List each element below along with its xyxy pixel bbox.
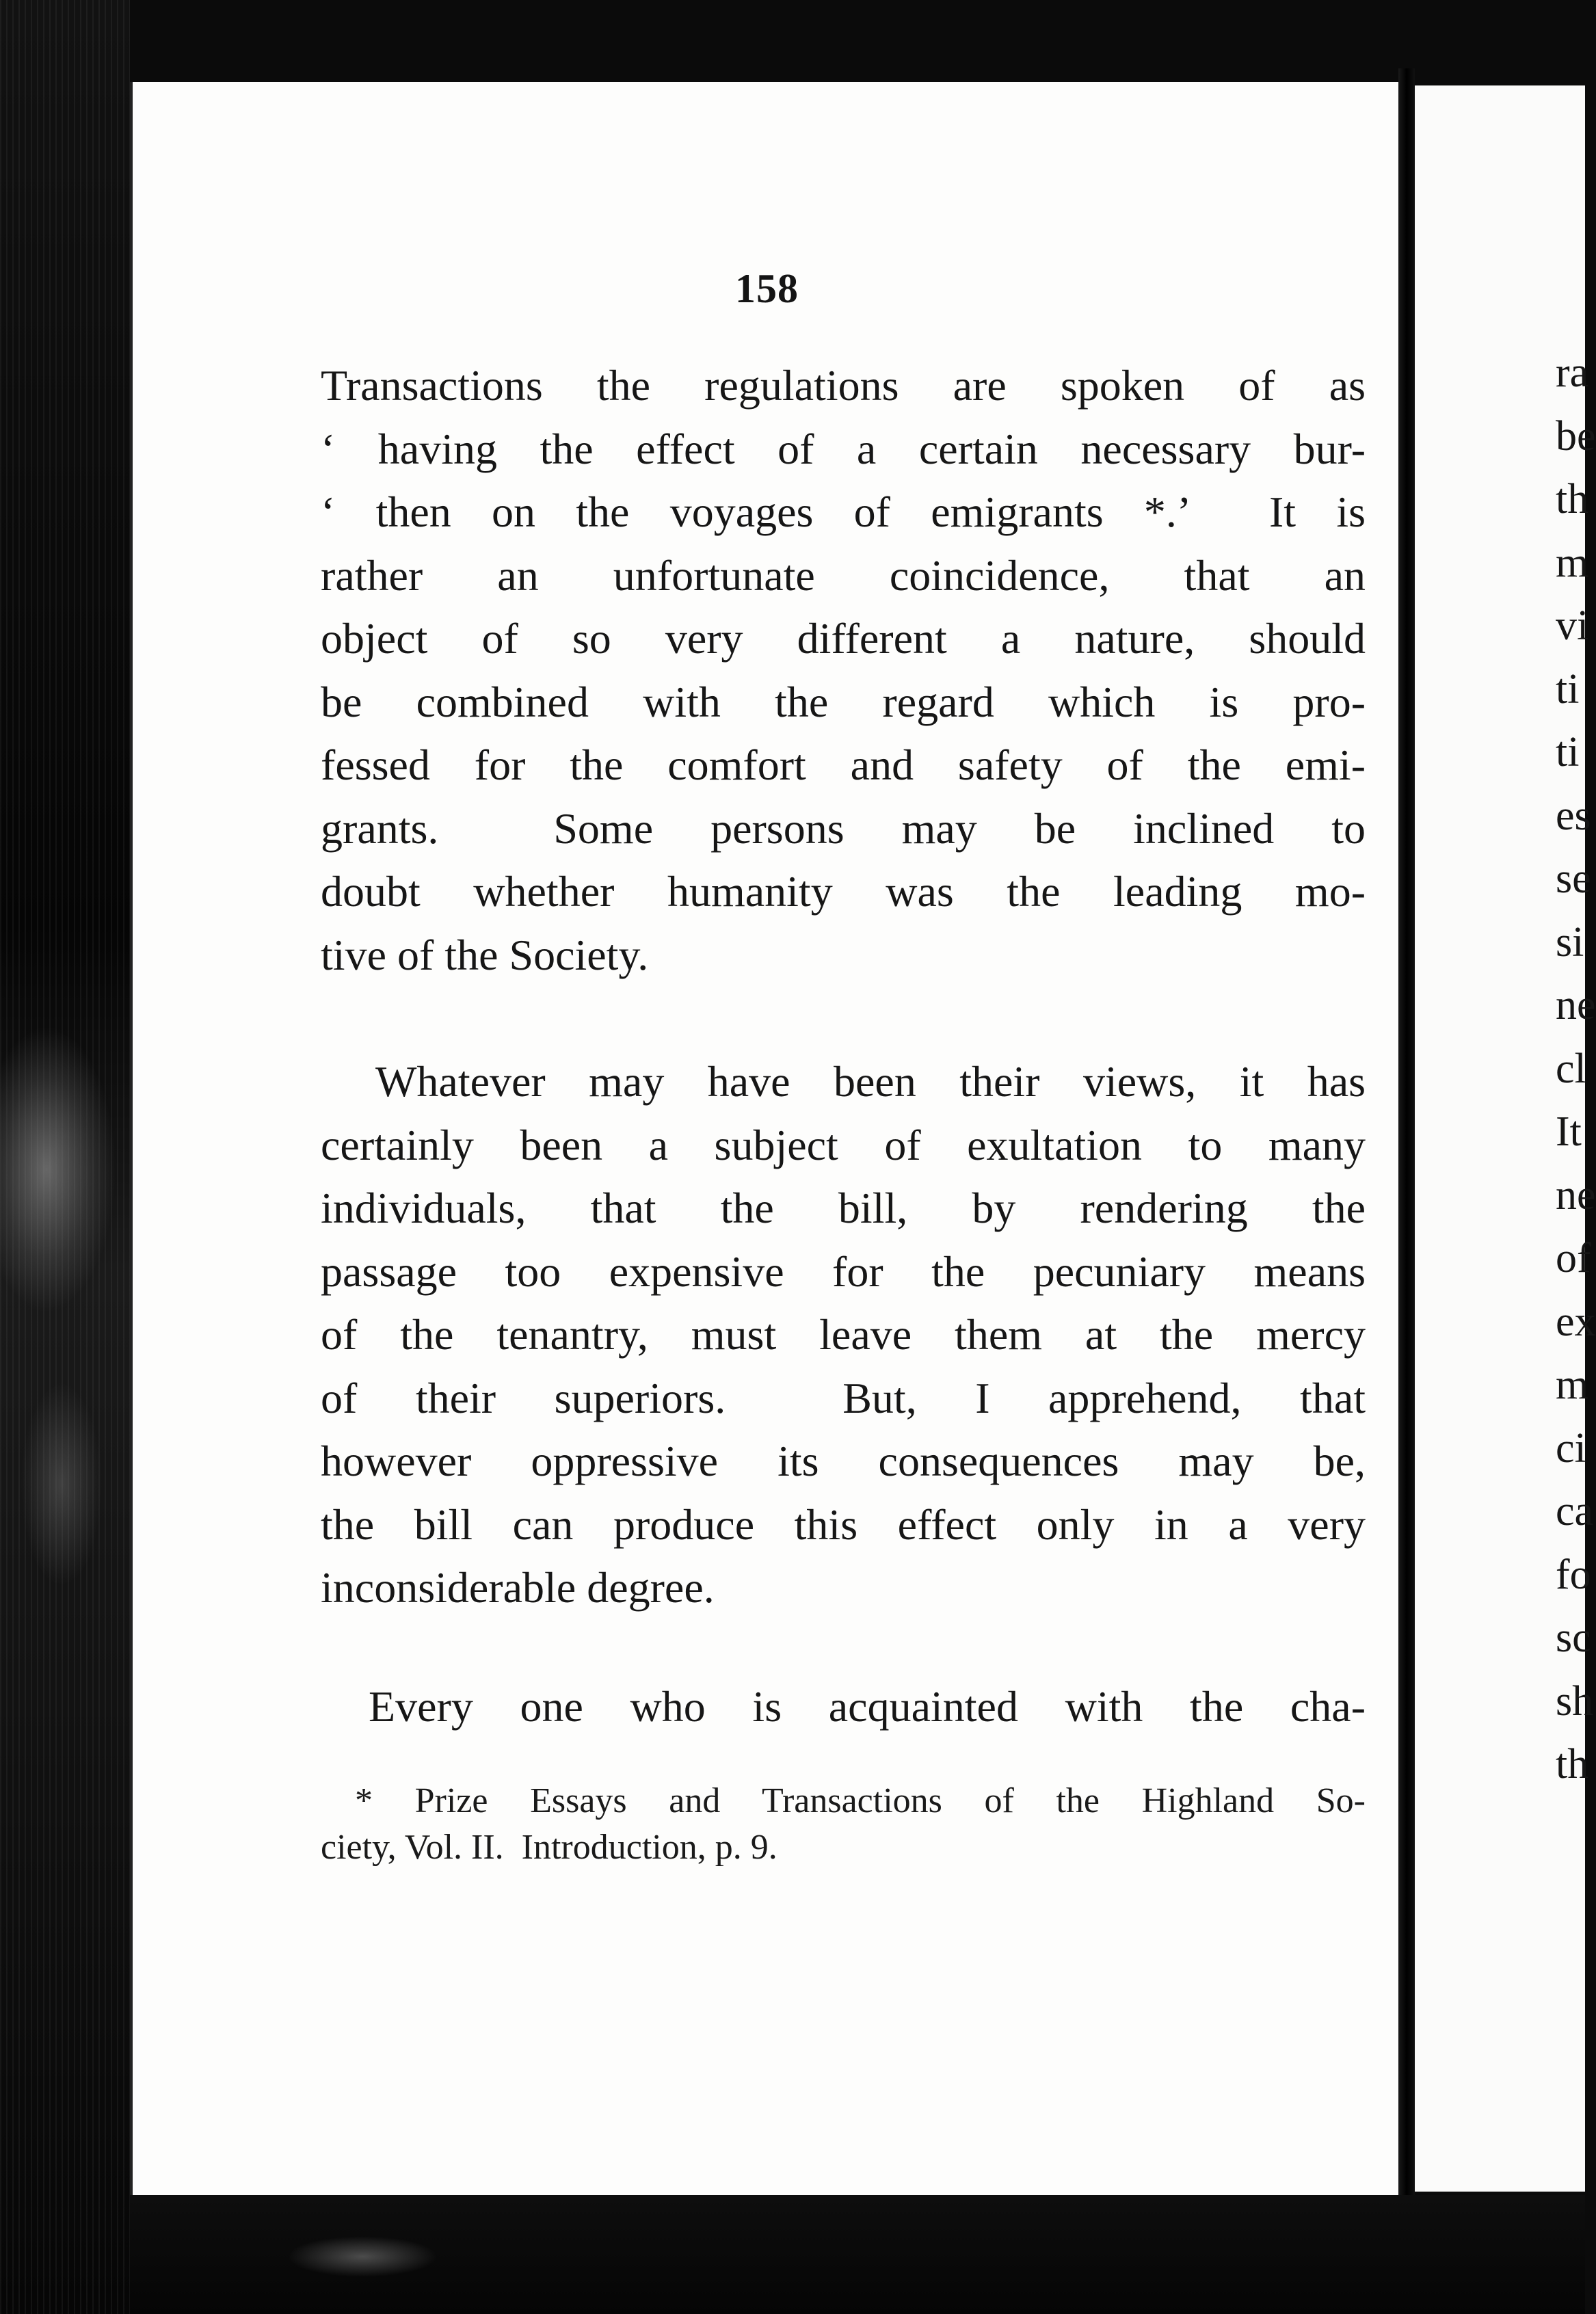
facing-page-line-fragment: m bbox=[1556, 539, 1589, 586]
facing-page-line-fragment: sc bbox=[1556, 1614, 1591, 1661]
text-line: of the tenantry, must leave them at the mercy bbox=[321, 1310, 1366, 1359]
text-line: object of so very different a nature, should bbox=[321, 614, 1366, 663]
text-line: of their superiors. But, I apprehend, that bbox=[321, 1373, 1366, 1422]
scan-marks bbox=[287, 2236, 438, 2277]
footnote bbox=[321, 1778, 1366, 1871]
facing-page-line-fragment: be bbox=[1556, 412, 1596, 460]
facing-page-line-fragment: ti bbox=[1556, 665, 1580, 713]
facing-page-line-fragment: ti bbox=[1556, 729, 1580, 775]
facing-page-line-fragment: ci bbox=[1556, 1424, 1586, 1472]
footnote-line: ciety, Vol. II. Introduction, p. 9. bbox=[321, 1828, 777, 1867]
text-line: ‘ having the effect of a certain necessary bur- bbox=[321, 424, 1366, 473]
book-page-left bbox=[130, 82, 1401, 2195]
footnote-line: * Prize Essays and Transactions of the Highland So- bbox=[355, 1781, 1366, 1820]
facing-page-line-fragment: m bbox=[1556, 1361, 1589, 1408]
text-line: the bill can produce this effect only in a very bbox=[321, 1500, 1366, 1549]
facing-page-line-fragment: si bbox=[1556, 918, 1584, 966]
facing-page-line-fragment: vi bbox=[1556, 602, 1589, 649]
book-gutter bbox=[1398, 68, 1415, 2222]
text-line: Every one who is acquainted with the cha- bbox=[369, 1682, 1366, 1731]
text-line: grants. Some persons may be inclined to bbox=[321, 803, 1366, 853]
facing-page-line-fragment: ra bbox=[1556, 349, 1589, 396]
facing-page-line-fragment: cl bbox=[1556, 1045, 1586, 1092]
facing-page-line-fragment: It bbox=[1556, 1108, 1582, 1155]
text-line: inconsiderable degree. bbox=[321, 1563, 715, 1612]
text-line: Whatever may have been their views, it has bbox=[375, 1057, 1366, 1106]
text-line: fessed for the comfort and safety of the emi- bbox=[321, 741, 1366, 789]
facing-page-line-fragment: ne bbox=[1556, 1171, 1596, 1219]
paragraph-1 bbox=[321, 354, 1366, 987]
facing-page-line-fragment: of bbox=[1556, 1235, 1591, 1281]
paragraph-3 bbox=[321, 1675, 1366, 1739]
text-line: ‘ then on the voyages of emigrants *.’ It is bbox=[321, 488, 1366, 536]
scan-stain-lower bbox=[21, 1381, 103, 1586]
paragraph-2 bbox=[321, 1050, 1366, 1620]
page-number: 158 bbox=[735, 266, 799, 311]
text-line: be combined with the regard which is pro- bbox=[321, 677, 1366, 726]
text-line: rather an unfortunate coincidence, that an bbox=[321, 550, 1366, 600]
facing-page-line-fragment: es bbox=[1556, 792, 1591, 839]
facing-page-line-fragment: th bbox=[1556, 476, 1589, 522]
facing-page-line-fragment: sh bbox=[1556, 1677, 1594, 1725]
text-line: tive of the Society. bbox=[321, 930, 649, 979]
facing-page-line-fragment: th bbox=[1556, 1741, 1589, 1787]
text-line: doubt whether humanity was the leading mo- bbox=[321, 867, 1366, 916]
text-line: passage too expensive for the pecuniary means bbox=[321, 1247, 1366, 1296]
facing-page-line-fragment: ne bbox=[1556, 982, 1596, 1028]
scan-stain bbox=[0, 1026, 116, 1313]
text-line: certainly been a subject of exultation to many bbox=[321, 1120, 1366, 1169]
facing-page-text bbox=[1556, 0, 1596, 2314]
facing-page-line-fragment: ca bbox=[1556, 1488, 1594, 1534]
facing-page-line-fragment: fo bbox=[1556, 1551, 1591, 1598]
facing-page-line-fragment: ex bbox=[1556, 1298, 1596, 1345]
text-line: individuals, that the bill, by rendering the bbox=[321, 1184, 1366, 1232]
text-line: however oppressive its consequences may be, bbox=[321, 1437, 1366, 1485]
text-line: Transactions the regulations are spoken of as bbox=[321, 361, 1366, 410]
facing-page-line-fragment: se bbox=[1556, 855, 1591, 902]
